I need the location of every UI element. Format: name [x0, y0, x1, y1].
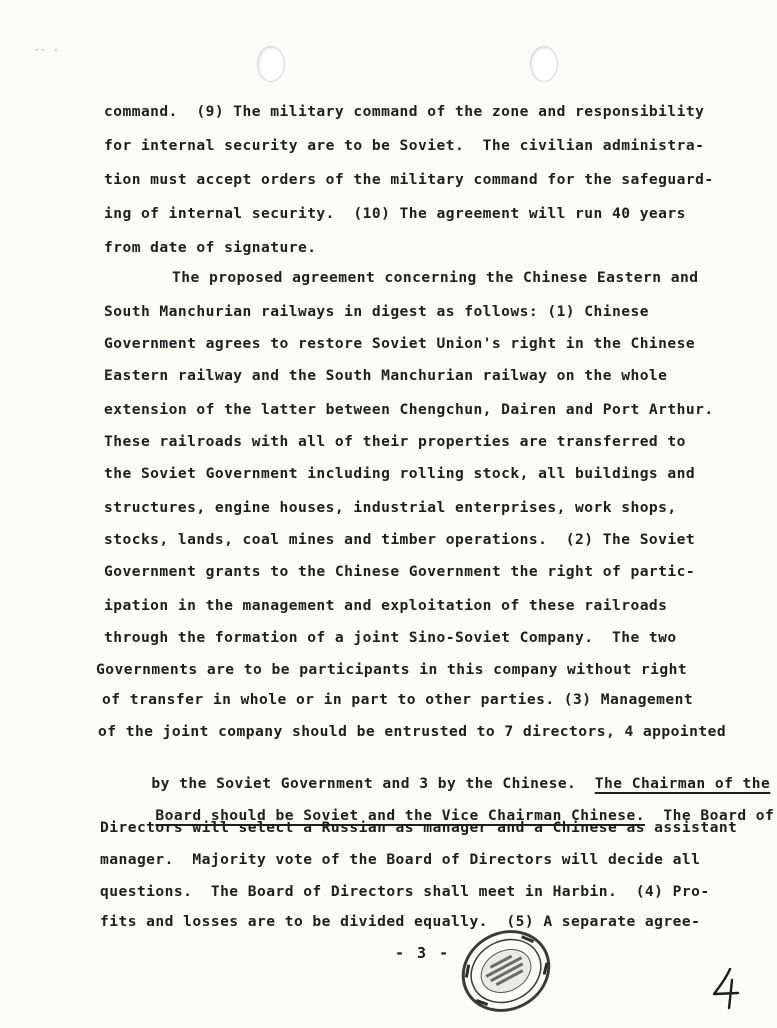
text-line: the Soviet Government including rolling stock, all buildings and: [104, 465, 696, 482]
text-line: of the joint company should be entrusted to 7 directors, 4 appointed: [98, 723, 727, 740]
text-line: ipation in the management and exploitation of these railroads: [104, 597, 668, 614]
text-line: command. (9) The military command of the zone and responsibility: [104, 103, 705, 120]
handwritten-page-number-icon: [708, 966, 748, 1010]
text-line: tion must accept orders of the military command for the safeguard-: [104, 171, 714, 188]
text-line: fits and losses are to be divided equally. (5) A separate agree-: [100, 913, 701, 930]
text-line: of transfer in whole or in part to other parties. (3) Management: [102, 691, 694, 708]
text-line: These railroads with all of their properties are transferred to: [104, 433, 686, 450]
punch-hole-right: [530, 46, 558, 82]
text-line: extension of the latter between Chengchun, Dairen and Port Arthur.: [104, 401, 714, 418]
text-segment: The Board of: [644, 807, 775, 824]
text-line: for internal security are to be Soviet. The civilian administra-: [104, 137, 705, 154]
text-line: Government grants to the Chinese Government the right of partic-: [104, 563, 696, 580]
text-line: Directors will select a Russian as manager and a Chinese as assistant: [100, 819, 738, 836]
punch-hole-left: [257, 46, 285, 82]
text-line: South Manchurian railways in digest as follows: (1) Chinese: [104, 303, 649, 320]
text-line: questions. The Board of Directors shall meet in Harbin. (4) Pro-: [100, 883, 710, 900]
text-line: The proposed agreement concerning the Chinese Eastern and: [172, 269, 699, 286]
text-line: manager. Majority vote of the Board of Directors will decide all: [100, 851, 701, 868]
text-line: ing of internal security. (10) The agreement will run 40 years: [104, 205, 686, 222]
text-segment: by the Soviet Government and 3 by the Chinese.: [151, 775, 595, 792]
text-line: from date of signature.: [104, 239, 317, 256]
text-line: Eastern railway and the South Manchurian railway on the whole: [104, 367, 668, 384]
text-line: Governments are to be participants in this company without right: [96, 661, 688, 678]
page-number: - 3 -: [395, 944, 451, 962]
archive-stamp-icon: [456, 928, 556, 1014]
text-line: Government agrees to restore Soviet Union's right in the Chinese: [104, 335, 696, 352]
text-line: structures, engine houses, industrial enterprises, work shops,: [104, 499, 677, 516]
text-line: through the formation of a joint Sino-Soviet Company. The two: [104, 629, 677, 646]
underlined-text: The Chairman of the: [594, 775, 771, 792]
underlined-text: Board should be Soviet and the Vice Chairman Chinese.: [155, 807, 645, 824]
text-line: stocks, lands, coal mines and timber operations. (2) The Soviet: [104, 531, 696, 548]
paper-speck: ·· ·: [34, 46, 60, 56]
